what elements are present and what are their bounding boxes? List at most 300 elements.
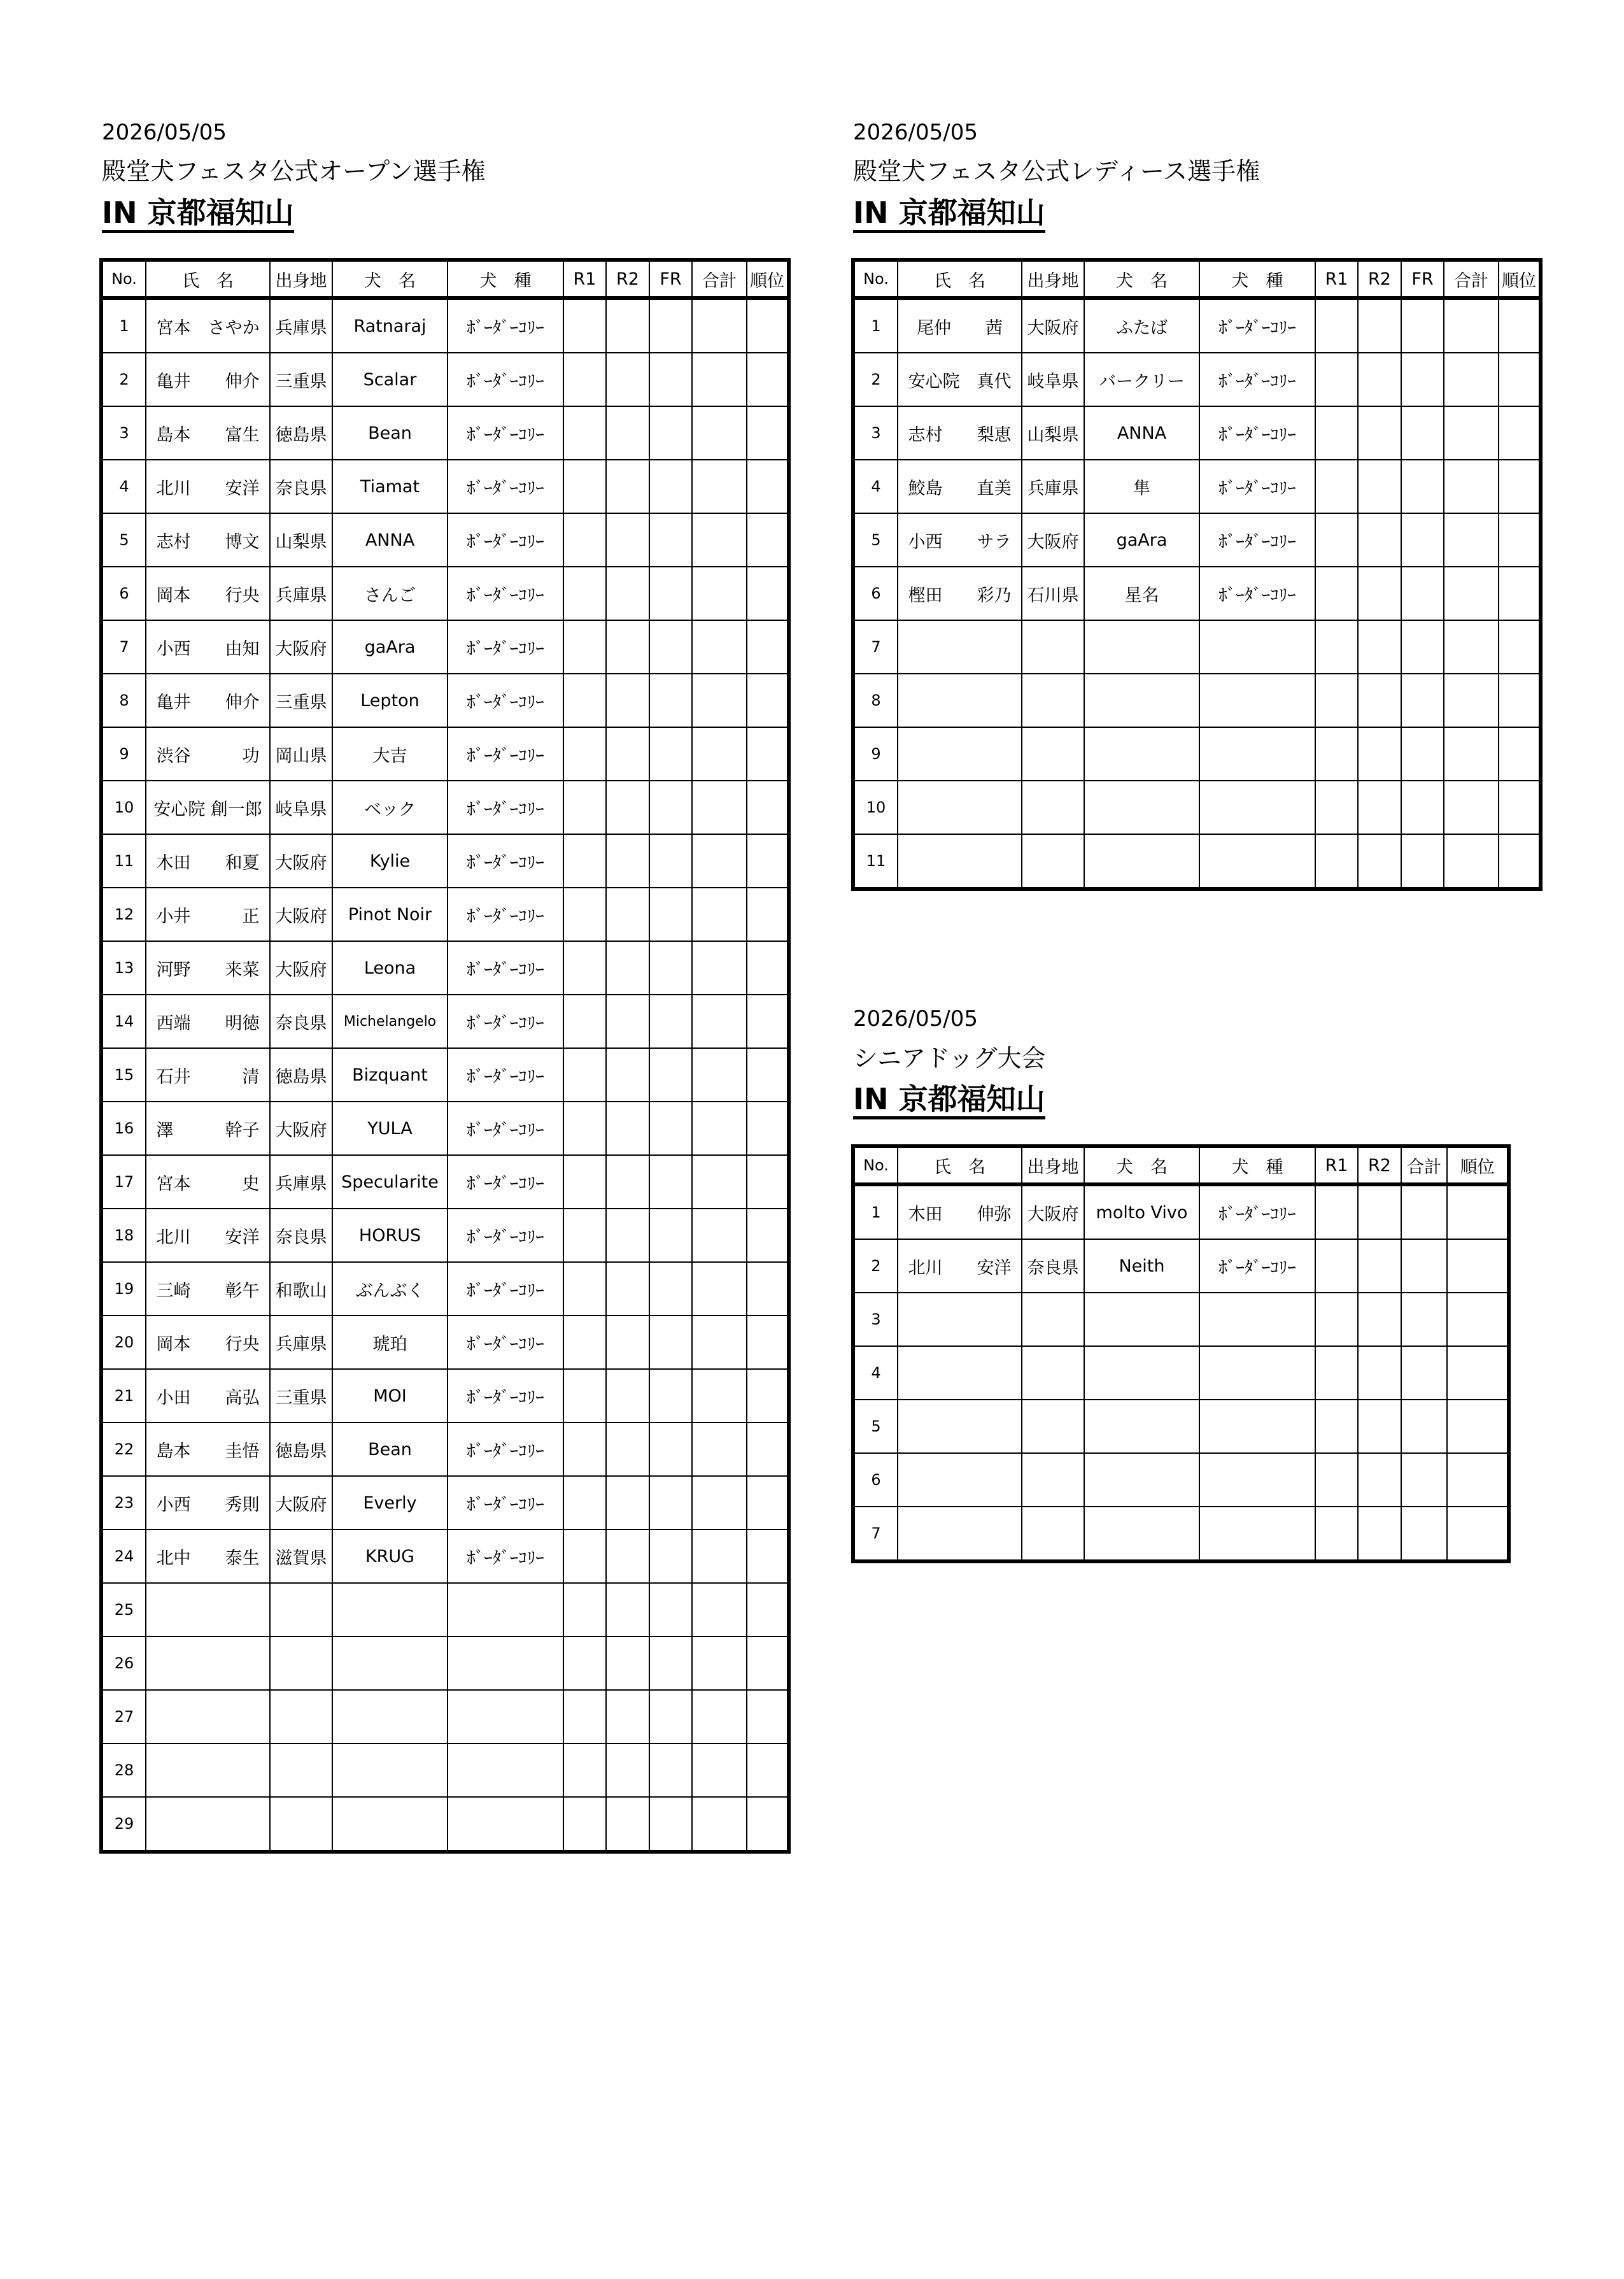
column-header: FR	[649, 260, 692, 298]
home-prefecture: 大阪府	[270, 1102, 332, 1155]
score-cell	[747, 888, 789, 941]
score-cell	[1358, 1346, 1401, 1400]
dog-name: Lepton	[332, 674, 448, 727]
score-cell	[649, 1209, 692, 1262]
dog-name	[1084, 1507, 1199, 1561]
open-title: 殿堂犬フェスタ公式オープン選手権	[102, 157, 486, 185]
handler-name: 小西 秀則	[146, 1476, 270, 1530]
handler-name: 小田 高弘	[146, 1369, 270, 1423]
score-cell	[649, 298, 692, 353]
score-cell	[606, 727, 649, 781]
score-cell	[1444, 620, 1499, 674]
table-row	[101, 727, 789, 781]
entry-number: 20	[101, 1316, 146, 1369]
entry-number: 21	[101, 1369, 146, 1423]
home-prefecture	[1022, 1293, 1084, 1346]
home-prefecture	[270, 1583, 332, 1636]
dog-name: 琥珀	[332, 1316, 448, 1369]
score-cell	[606, 513, 649, 567]
dog-name	[1084, 674, 1199, 727]
home-prefecture	[270, 1690, 332, 1743]
score-cell	[606, 567, 649, 620]
dog-breed: ﾎﾞｰﾀﾞｰｺﾘｰ	[448, 1155, 563, 1209]
score-cell	[606, 1636, 649, 1690]
dog-name	[1084, 727, 1199, 781]
dog-name: 星名	[1084, 567, 1199, 620]
handler-name	[898, 1453, 1022, 1507]
entry-number: 18	[101, 1209, 146, 1262]
dog-breed: ﾎﾞｰﾀﾞｰｺﾘｰ	[448, 1316, 563, 1369]
score-cell	[747, 941, 789, 995]
home-prefecture	[1022, 834, 1084, 889]
score-cell	[1315, 781, 1358, 834]
score-cell	[1315, 513, 1358, 567]
score-cell	[606, 1743, 649, 1797]
table-row	[101, 620, 789, 674]
dog-name: ANNA	[1084, 406, 1199, 460]
dog-name	[1084, 781, 1199, 834]
score-cell	[1401, 298, 1444, 353]
score-cell	[1315, 406, 1358, 460]
score-cell	[1499, 353, 1541, 406]
score-cell	[747, 1262, 789, 1316]
score-cell	[1444, 460, 1499, 513]
entry-number: 9	[853, 727, 898, 781]
home-prefecture: 徳島県	[270, 1048, 332, 1102]
score-cell	[563, 1316, 606, 1369]
score-cell	[747, 781, 789, 834]
score-cell	[692, 620, 747, 674]
handler-name: 岡本 行央	[146, 1316, 270, 1369]
entry-number: 4	[853, 1346, 898, 1400]
score-cell	[692, 1102, 747, 1155]
dog-breed	[448, 1636, 563, 1690]
dog-breed: ﾎﾞｰﾀﾞｰｺﾘｰ	[1199, 298, 1315, 353]
score-cell	[606, 1048, 649, 1102]
table-row	[853, 513, 1541, 567]
handler-name: 北川 安洋	[146, 460, 270, 513]
column-header: 出身地	[270, 260, 332, 298]
table-row	[853, 1507, 1509, 1561]
score-cell	[649, 995, 692, 1048]
dog-breed	[1199, 674, 1315, 727]
score-cell	[1444, 513, 1499, 567]
entry-number: 29	[101, 1797, 146, 1852]
handler-name	[898, 1346, 1022, 1400]
score-cell	[1499, 620, 1541, 674]
score-cell	[692, 460, 747, 513]
home-prefecture	[270, 1636, 332, 1690]
entry-number: 8	[853, 674, 898, 727]
score-cell	[1401, 406, 1444, 460]
table-row	[101, 460, 789, 513]
entry-number: 28	[101, 1743, 146, 1797]
dog-name: Tiamat	[332, 460, 448, 513]
score-cell	[563, 1423, 606, 1476]
score-cell	[692, 353, 747, 406]
score-cell	[747, 406, 789, 460]
handler-name: 島本 圭悟	[146, 1423, 270, 1476]
dog-breed: ﾎﾞｰﾀﾞｰｺﾘｰ	[448, 353, 563, 406]
home-prefecture: 大阪府	[1022, 298, 1084, 353]
score-cell	[1499, 460, 1541, 513]
score-cell	[747, 1316, 789, 1369]
score-cell	[563, 298, 606, 353]
dog-breed: ﾎﾞｰﾀﾞｰｺﾘｰ	[1199, 567, 1315, 620]
handler-name: 樫田 彩乃	[898, 567, 1022, 620]
score-cell	[747, 1636, 789, 1690]
score-cell	[563, 1102, 606, 1155]
column-header: 出身地	[1022, 1146, 1084, 1184]
score-cell	[649, 888, 692, 941]
score-cell	[606, 674, 649, 727]
score-cell	[1358, 781, 1401, 834]
score-cell	[649, 1102, 692, 1155]
column-header: R2	[606, 260, 649, 298]
dog-breed: ﾎﾞｰﾀﾞｰｺﾘｰ	[448, 298, 563, 353]
dog-name	[1084, 1346, 1199, 1400]
score-cell	[1401, 620, 1444, 674]
dog-breed	[448, 1797, 563, 1852]
score-cell	[1315, 1293, 1358, 1346]
score-cell	[747, 1530, 789, 1583]
handler-name: 島本 富生	[146, 406, 270, 460]
table-row	[101, 1048, 789, 1102]
score-cell	[1447, 1293, 1509, 1346]
table-row	[853, 1293, 1509, 1346]
score-cell	[692, 1743, 747, 1797]
score-cell	[1401, 567, 1444, 620]
score-cell	[1401, 834, 1444, 889]
score-cell	[606, 781, 649, 834]
score-cell	[649, 781, 692, 834]
score-cell	[563, 567, 606, 620]
table-row	[853, 1239, 1509, 1293]
score-cell	[606, 460, 649, 513]
header-row	[853, 260, 1541, 298]
score-cell	[1315, 567, 1358, 620]
score-cell	[606, 995, 649, 1048]
dog-name: Neith	[1084, 1239, 1199, 1293]
dog-name: Leona	[332, 941, 448, 995]
table-row	[101, 1209, 789, 1262]
handler-name: 河野 来菜	[146, 941, 270, 995]
score-cell	[1447, 1507, 1509, 1561]
dog-breed	[1199, 1507, 1315, 1561]
score-cell	[747, 460, 789, 513]
score-cell	[692, 1636, 747, 1690]
table-row	[101, 513, 789, 567]
score-cell	[1315, 1239, 1358, 1293]
table-row	[853, 674, 1541, 727]
score-cell	[606, 406, 649, 460]
table-row	[101, 995, 789, 1048]
column-header: 順位	[1499, 260, 1541, 298]
dog-name: バークリー	[1084, 353, 1199, 406]
table-row	[101, 1262, 789, 1316]
column-header: No.	[853, 1146, 898, 1184]
score-cell	[1315, 620, 1358, 674]
score-cell	[1447, 1184, 1509, 1239]
column-header: 氏 名	[146, 260, 270, 298]
score-cell	[563, 1583, 606, 1636]
dog-name: Pinot Noir	[332, 888, 448, 941]
score-cell	[649, 1583, 692, 1636]
dog-name	[332, 1583, 448, 1636]
entry-number: 15	[101, 1048, 146, 1102]
score-cell	[606, 1530, 649, 1583]
table-row	[101, 941, 789, 995]
score-cell	[692, 941, 747, 995]
handler-name	[898, 834, 1022, 889]
home-prefecture: 兵庫県	[1022, 460, 1084, 513]
entry-number: 26	[101, 1636, 146, 1690]
home-prefecture: 岐阜県	[1022, 353, 1084, 406]
column-header: 氏 名	[898, 1146, 1022, 1184]
score-cell	[1358, 834, 1401, 889]
score-cell	[649, 353, 692, 406]
score-cell	[563, 888, 606, 941]
score-cell	[649, 1262, 692, 1316]
dog-name: Ratnaraj	[332, 298, 448, 353]
score-cell	[649, 1530, 692, 1583]
score-cell	[692, 1476, 747, 1530]
handler-name	[898, 674, 1022, 727]
open-venue: IN 京都福知山	[102, 196, 294, 233]
home-prefecture: 奈良県	[270, 460, 332, 513]
handler-name	[898, 620, 1022, 674]
score-cell	[692, 298, 747, 353]
handler-name: 安心院 真代	[898, 353, 1022, 406]
table-row	[853, 1346, 1509, 1400]
home-prefecture	[1022, 674, 1084, 727]
score-cell	[1315, 727, 1358, 781]
score-cell	[606, 1583, 649, 1636]
table-row	[853, 298, 1541, 353]
home-prefecture: 徳島県	[270, 406, 332, 460]
table-row	[101, 1476, 789, 1530]
score-cell	[649, 1690, 692, 1743]
column-header: No.	[853, 260, 898, 298]
handler-name: 渋谷 功	[146, 727, 270, 781]
entry-number: 13	[101, 941, 146, 995]
dog-breed	[1199, 727, 1315, 781]
score-cell	[606, 620, 649, 674]
score-cell	[563, 727, 606, 781]
score-cell	[692, 1369, 747, 1423]
dog-name: Specularite	[332, 1155, 448, 1209]
score-cell	[1315, 1453, 1358, 1507]
score-cell	[563, 1262, 606, 1316]
home-prefecture: 大阪府	[270, 941, 332, 995]
dog-breed	[1199, 1346, 1315, 1400]
home-prefecture	[270, 1797, 332, 1852]
score-cell	[563, 1743, 606, 1797]
entry-number: 14	[101, 995, 146, 1048]
dog-name	[332, 1636, 448, 1690]
dog-breed: ﾎﾞｰﾀﾞｰｺﾘｰ	[448, 1476, 563, 1530]
home-prefecture	[1022, 1346, 1084, 1400]
dog-name	[332, 1690, 448, 1743]
score-cell	[692, 1690, 747, 1743]
dog-breed: ﾎﾞｰﾀﾞｰｺﾘｰ	[1199, 1239, 1315, 1293]
dog-breed: ﾎﾞｰﾀﾞｰｺﾘｰ	[448, 1209, 563, 1262]
score-cell	[692, 406, 747, 460]
home-prefecture: 三重県	[270, 674, 332, 727]
dog-breed: ﾎﾞｰﾀﾞｰｺﾘｰ	[448, 1423, 563, 1476]
handler-name: 北中 泰生	[146, 1530, 270, 1583]
home-prefecture: 滋賀県	[270, 1530, 332, 1583]
dog-breed: ﾎﾞｰﾀﾞｰｺﾘｰ	[448, 995, 563, 1048]
score-cell	[649, 1155, 692, 1209]
score-cell	[1315, 460, 1358, 513]
score-cell	[563, 1048, 606, 1102]
table-row	[101, 353, 789, 406]
home-prefecture: 大阪府	[270, 888, 332, 941]
header-row	[853, 1146, 1509, 1184]
handler-name: 尾仲 茜	[898, 298, 1022, 353]
score-cell	[692, 781, 747, 834]
dog-breed: ﾎﾞｰﾀﾞｰｺﾘｰ	[1199, 513, 1315, 567]
score-cell	[649, 1476, 692, 1530]
score-cell	[606, 298, 649, 353]
score-cell	[1315, 353, 1358, 406]
table-row	[101, 1530, 789, 1583]
score-cell	[747, 513, 789, 567]
score-cell	[563, 674, 606, 727]
score-cell	[1358, 674, 1401, 727]
handler-name	[898, 727, 1022, 781]
score-cell	[1447, 1453, 1509, 1507]
table-row	[853, 1400, 1509, 1453]
handler-name	[146, 1797, 270, 1852]
score-cell	[1444, 834, 1499, 889]
dog-name	[1084, 620, 1199, 674]
column-header: 出身地	[1022, 260, 1084, 298]
dog-breed: ﾎﾞｰﾀﾞｰｺﾘｰ	[448, 513, 563, 567]
dog-breed	[448, 1690, 563, 1743]
score-cell	[692, 513, 747, 567]
score-cell	[747, 567, 789, 620]
dog-breed: ﾎﾞｰﾀﾞｰｺﾘｰ	[448, 1102, 563, 1155]
score-cell	[563, 1155, 606, 1209]
home-prefecture: 奈良県	[270, 995, 332, 1048]
score-cell	[747, 1102, 789, 1155]
table-row	[101, 298, 789, 353]
handler-name: 岡本 行央	[146, 567, 270, 620]
senior-venue: IN 京都福知山	[853, 1083, 1045, 1119]
column-header: 合計	[692, 260, 747, 298]
score-cell	[563, 941, 606, 995]
score-cell	[1401, 513, 1444, 567]
score-cell	[649, 460, 692, 513]
score-cell	[747, 1209, 789, 1262]
score-cell	[606, 1690, 649, 1743]
table-row	[101, 888, 789, 941]
home-prefecture	[1022, 620, 1084, 674]
score-cell	[563, 1209, 606, 1262]
entry-number: 3	[853, 1293, 898, 1346]
handler-name: 西端 明徳	[146, 995, 270, 1048]
score-cell	[1401, 674, 1444, 727]
table-row	[853, 1453, 1509, 1507]
score-cell	[563, 1369, 606, 1423]
dog-name: 隼	[1084, 460, 1199, 513]
score-cell	[1499, 834, 1541, 889]
dog-name: KRUG	[332, 1530, 448, 1583]
home-prefecture: 和歌山	[270, 1262, 332, 1316]
score-cell	[1444, 353, 1499, 406]
score-cell	[649, 406, 692, 460]
table-row	[101, 781, 789, 834]
table-row	[101, 1316, 789, 1369]
score-cell	[1499, 298, 1541, 353]
score-cell	[649, 513, 692, 567]
handler-name	[146, 1743, 270, 1797]
dog-name: Kylie	[332, 834, 448, 888]
column-header: R2	[1358, 1146, 1401, 1184]
score-cell	[1358, 1239, 1401, 1293]
handler-name: 安心院 創一郎	[146, 781, 270, 834]
score-cell	[692, 888, 747, 941]
score-cell	[563, 1636, 606, 1690]
senior-results-table	[851, 1144, 1511, 1563]
home-prefecture: 徳島県	[270, 1423, 332, 1476]
score-cell	[1358, 298, 1401, 353]
column-header: 犬 名	[332, 260, 448, 298]
home-prefecture: 奈良県	[1022, 1239, 1084, 1293]
dog-breed: ﾎﾞｰﾀﾞｰｺﾘｰ	[448, 834, 563, 888]
score-cell	[747, 1797, 789, 1852]
ladies-title: 殿堂犬フェスタ公式レディース選手権	[853, 157, 1260, 185]
dog-breed	[448, 1583, 563, 1636]
score-cell	[692, 727, 747, 781]
score-cell	[1358, 460, 1401, 513]
home-prefecture	[1022, 1507, 1084, 1561]
home-prefecture: 大阪府	[270, 620, 332, 674]
entry-number: 19	[101, 1262, 146, 1316]
score-cell	[1315, 1507, 1358, 1561]
score-cell	[563, 353, 606, 406]
column-header: 氏 名	[898, 260, 1022, 298]
score-cell	[1358, 406, 1401, 460]
score-cell	[747, 1048, 789, 1102]
handler-name: 亀井 伸介	[146, 674, 270, 727]
dog-name: molto Vivo	[1084, 1184, 1199, 1239]
dog-name	[1084, 1400, 1199, 1453]
score-cell	[692, 1797, 747, 1852]
score-cell	[692, 1423, 747, 1476]
table-row	[101, 1423, 789, 1476]
entry-number: 7	[853, 1507, 898, 1561]
score-cell	[747, 1369, 789, 1423]
entry-number: 8	[101, 674, 146, 727]
score-cell	[1499, 674, 1541, 727]
score-cell	[1499, 567, 1541, 620]
dog-breed: ﾎﾞｰﾀﾞｰｺﾘｰ	[448, 1369, 563, 1423]
score-cell	[747, 674, 789, 727]
dog-breed	[448, 1743, 563, 1797]
score-cell	[692, 995, 747, 1048]
table-row	[101, 1690, 789, 1743]
score-cell	[1401, 460, 1444, 513]
dog-name: HORUS	[332, 1209, 448, 1262]
handler-name: 亀井 伸介	[146, 353, 270, 406]
score-cell	[1401, 1507, 1447, 1561]
handler-name: 小西 由知	[146, 620, 270, 674]
score-cell	[1315, 1346, 1358, 1400]
dog-name: Everly	[332, 1476, 448, 1530]
